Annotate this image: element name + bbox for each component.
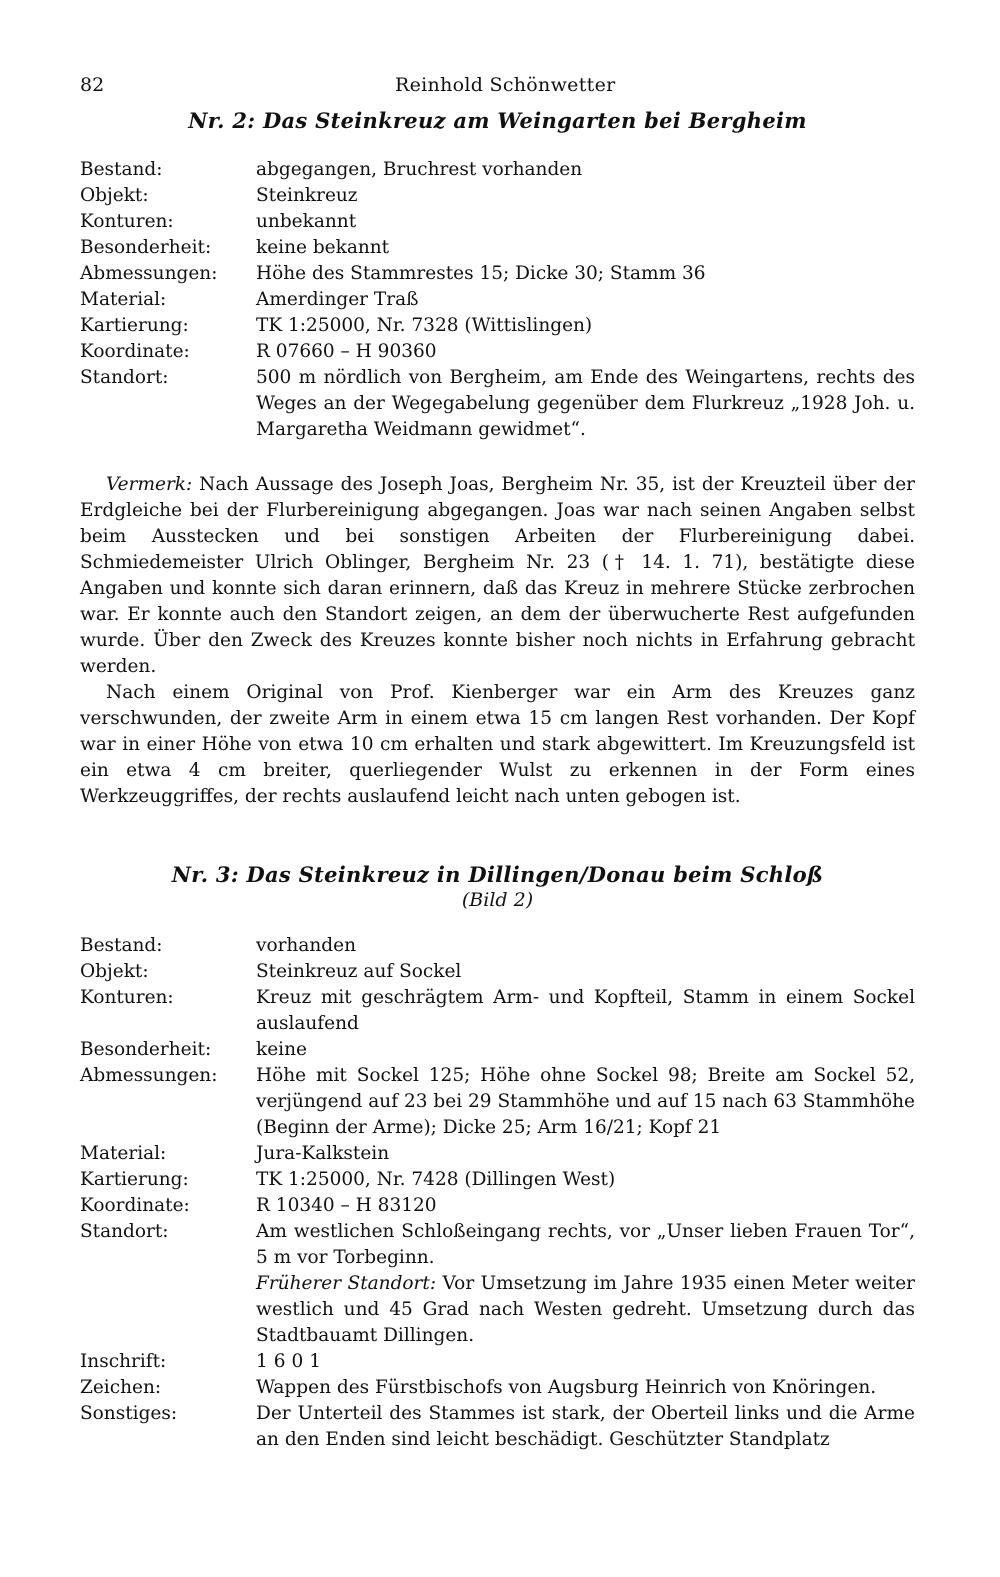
field-row: [80, 287, 915, 313]
field-row: [80, 339, 915, 365]
note-text: Nach Aussage des Joseph Joas, Bergheim Nr. 35, ist der Kreuzteil über der Erdgleiche bei der Flurbereinigung abgegangen. Joas war nach seinen Angaben selbst beim Ausstecken und bei sonstigen Arbeiten der Flurbereinigung dabei. Schmiedemeister Ulrich Oblinger, Bergheim Nr. 23 († 14. 1. 71), bestätigte diese Angaben und konnte sich daran erinnern, daß das Kreuz in mehrere Stücke zerbrochen war. Er konnte auch den Standort zeigen, an dem der überwucherte Rest aufgefunden wurde. Über den Zweck des Kreuzes konnte bisher noch nichts in Erfahrung gebracht werden.: [80, 474, 915, 677]
field-label: Standort:: [80, 1221, 169, 1242]
field-label: Konturen:: [80, 211, 174, 232]
frueherer-standort-value: Vor Umsetzung im Jahre 1935 einen Meter weiter westlich und 45 Grad nach Westen gedreht. Umsetzung durch das Stadtbauamt Dillingen.: [256, 1273, 915, 1346]
field-row: [80, 1219, 915, 1349]
field-label: Inschrift:: [80, 1351, 167, 1372]
field-label: Besonderheit:: [80, 1039, 212, 1060]
field-label: Kartierung:: [80, 315, 189, 336]
standort-value: Am westlichen Schloßeingang rechts, vor „Unser lieben Frauen Tor“, 5 m vor Torbeginn.: [256, 1221, 915, 1268]
field-value: TK 1:25000, Nr. 7428 (Dillingen West): [256, 1169, 616, 1190]
field-value: R 10340 – H 83120: [256, 1195, 437, 1216]
field-label: Objekt:: [80, 185, 149, 206]
section-3-fields: [80, 933, 915, 1453]
field-row: [80, 1141, 915, 1167]
field-value: vorhanden: [256, 935, 356, 956]
section-3-title: Nr. 3: Das Steinkreuz in Dillingen/Donau beim Schloß: [171, 862, 824, 887]
field-label: Standort:: [80, 367, 169, 388]
field-row: [80, 235, 915, 261]
section-2-note: [80, 472, 915, 810]
field-value: abgegangen, Bruchrest vorhanden: [256, 159, 583, 180]
field-row: [80, 1167, 915, 1193]
field-row: [80, 1349, 915, 1375]
section-2-title: Nr. 2: Das Steinkreuz am Weingarten bei Bergheim: [188, 108, 807, 133]
field-value: Kreuz mit geschrägtem Arm- und Kopfteil, Stamm in einem Sockel auslaufend: [256, 987, 915, 1034]
field-label: Koordinate:: [80, 1195, 190, 1216]
field-row: [80, 313, 915, 339]
field-label: Abmessungen:: [80, 263, 218, 284]
field-label: Zeichen:: [80, 1377, 162, 1398]
field-row: [80, 261, 915, 287]
field-value: keine bekannt: [256, 237, 390, 258]
field-label: Konturen:: [80, 987, 174, 1008]
field-value: Höhe des Stammrestes 15; Dicke 30; Stamm 36: [256, 263, 706, 284]
inschrift-value: 1601: [256, 1351, 328, 1372]
field-row: [80, 1193, 915, 1219]
field-row: [80, 157, 915, 183]
field-value: R 07660 – H 90360: [256, 341, 437, 362]
body-paragraph: Nach einem Original von Prof. Kienberger war ein Arm des Kreuzes ganz verschwunden, der zweite Arm in einem etwa 15 cm langen Rest vorhanden. Der Kopf war in einer Höhe von etwa 10 cm erhalten und stark abgewittert. Im Kreuzungsfeld ist ein etwa 4 cm breiter, querliegender Wulst zu erkennen in der Form eines Werkzeuggriffes, der rechts auslaufend leicht nach unten gebogen ist.: [80, 682, 915, 807]
field-row: [80, 1375, 915, 1401]
field-value: TK 1:25000, Nr. 7328 (Wittislingen): [256, 315, 593, 336]
field-label: Objekt:: [80, 961, 149, 982]
field-row: [80, 1063, 915, 1141]
field-value: Steinkreuz: [256, 185, 358, 206]
field-value: Steinkreuz auf Sockel: [256, 961, 462, 982]
section-3-subtitle: (Bild 2): [461, 889, 534, 911]
field-row: [80, 959, 915, 985]
field-row: [80, 933, 915, 959]
field-row: [80, 209, 915, 235]
field-label: Besonderheit:: [80, 237, 212, 258]
field-value: [256, 1219, 915, 1349]
sonstiges-value: Der Unterteil des Stammes ist stark, der Oberteil links und die Arme an den Enden sind leicht beschädigt. Geschützter Standplatz: [256, 1403, 915, 1450]
field-label: Sonstiges:: [80, 1403, 178, 1424]
field-value: Amerdinger Traß: [256, 289, 419, 310]
field-label: Abmessungen:: [80, 1065, 218, 1086]
field-row: [80, 365, 915, 443]
field-label: Bestand:: [80, 935, 163, 956]
field-row: [80, 183, 915, 209]
field-label: Material:: [80, 289, 167, 310]
running-title: Reinhold Schönwetter: [395, 74, 616, 96]
field-label: Material:: [80, 1143, 167, 1164]
zeichen-value: Wappen des Fürstbischofs von Augsburg Heinrich von Knöringen.: [256, 1377, 877, 1398]
field-row: [80, 985, 915, 1037]
field-value: Jura-Kalkstein: [256, 1143, 390, 1164]
field-value: Höhe mit Sockel 125; Höhe ohne Sockel 98; Breite am Sockel 52, verjüngend auf 23 bei 29 Stammhöhe und auf 15 nach 63 Stammhöhe (Beginn der Arme); Dicke 25; Arm 16/21; Kopf 21: [256, 1065, 915, 1138]
field-row: [80, 1401, 915, 1453]
field-label: Bestand:: [80, 159, 163, 180]
frueherer-standort-label: Früherer Standort:: [256, 1273, 437, 1294]
field-label: Kartierung:: [80, 1169, 189, 1190]
field-label: Koordinate:: [80, 341, 190, 362]
note-paragraph: [80, 472, 915, 680]
note-label: Vermerk:: [106, 474, 193, 495]
field-value: 500 m nördlich von Bergheim, am Ende des Weingartens, rechts des Weges an der Wegegabelung gegenüber dem Flurkreuz „1928 Joh. u. Margaretha Weidmann gewidmet“.: [256, 367, 915, 440]
document-page: [80, 70, 915, 1453]
running-header: [80, 70, 915, 106]
field-row: [80, 1037, 915, 1063]
page-number: 82: [80, 74, 105, 96]
field-value: keine: [256, 1039, 307, 1060]
section-2-fields: [80, 157, 915, 443]
field-value: unbekannt: [256, 211, 357, 232]
